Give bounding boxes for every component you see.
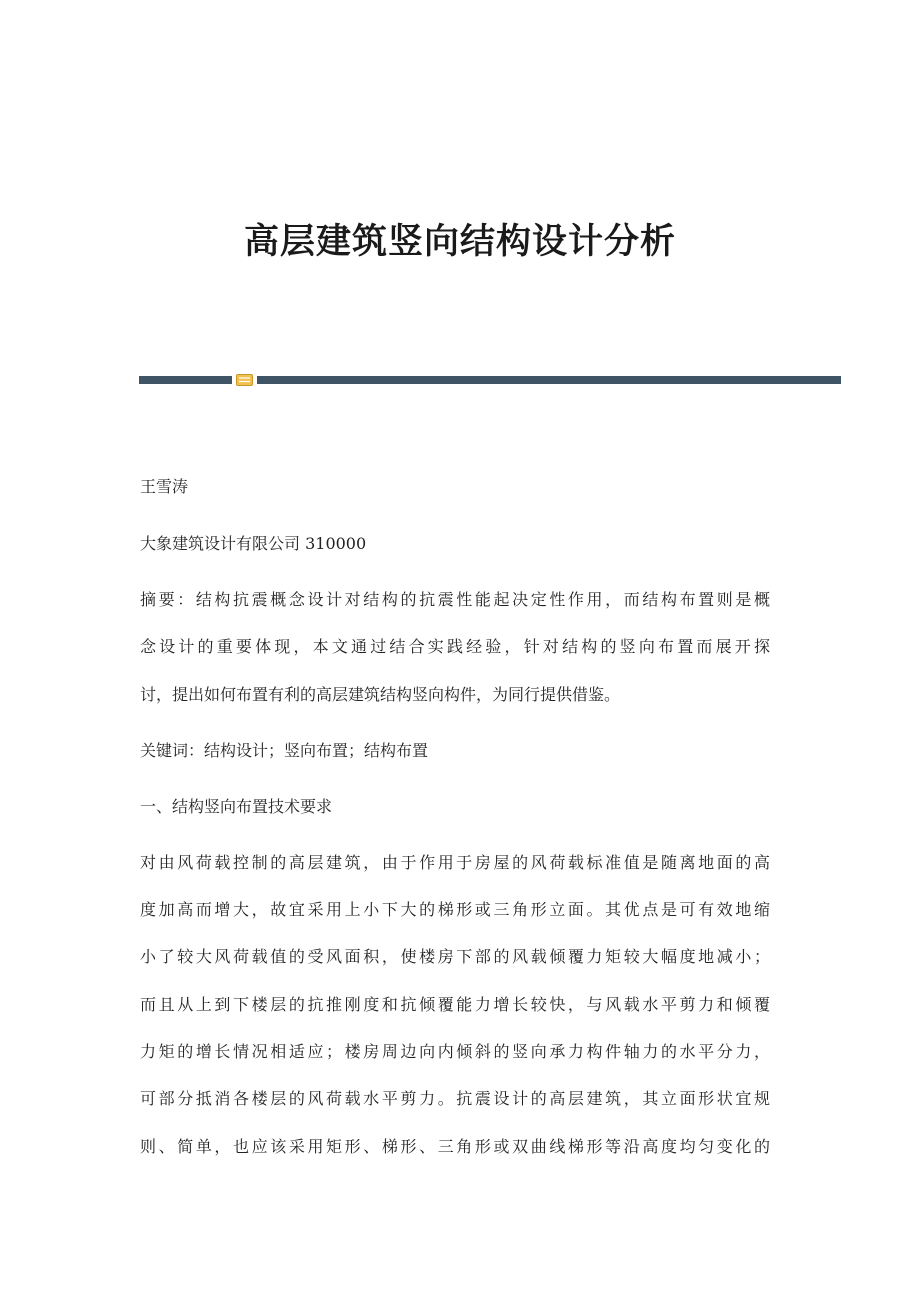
divider-bar-right	[257, 376, 841, 384]
divider-bar-left	[139, 376, 232, 384]
divider-emblem-icon	[236, 374, 253, 386]
section-heading: 一、结构竖向布置技术要求	[140, 797, 333, 816]
body-line: 对由风荷载控制的高层建筑，由于作用于房屋的风荷载标准值是随离地面的高	[140, 853, 770, 872]
body-line: 小了较大风荷载值的受风面积，使楼房下部的风载倾覆力矩较大幅度地减小；	[140, 947, 770, 966]
abstract-line: 念设计的重要体现，本文通过结合实践经验，针对结构的竖向布置而展开探	[140, 637, 770, 656]
body-line: 则、简单，也应该采用矩形、梯形、三角形或双曲线梯形等沿高度均匀变化的	[140, 1137, 770, 1156]
body-line: 而且从上到下楼层的抗推刚度和抗倾覆能力增长较快，与风载水平剪力和倾覆	[140, 995, 770, 1014]
document-title: 高层建筑竖向结构设计分析	[243, 222, 676, 262]
abstract-line: 摘要：结构抗震概念设计对结构的抗震性能起决定性作用，而结构布置则是概	[140, 590, 770, 609]
keywords: 关键词：结构设计；竖向布置；结构布置	[140, 741, 429, 760]
body-line: 可部分抵消各楼层的风荷载水平剪力。抗震设计的高层建筑，其立面形状宜规	[140, 1089, 770, 1108]
author-name: 王雪涛	[140, 477, 189, 496]
title-divider	[0, 372, 920, 386]
body-line: 力矩的增长情况相适应；楼房周边向内倾斜的竖向承力构件轴力的水平分力，	[140, 1042, 770, 1061]
author-affiliation: 大象建筑设计有限公司 310000	[140, 534, 367, 553]
abstract-line: 讨，提出如何布置有利的高层建筑结构竖向构件，为同行提供借鉴。	[140, 685, 621, 704]
body-line: 度加高而增大，故宜采用上小下大的梯形或三角形立面。其优点是可有效地缩	[140, 900, 770, 919]
